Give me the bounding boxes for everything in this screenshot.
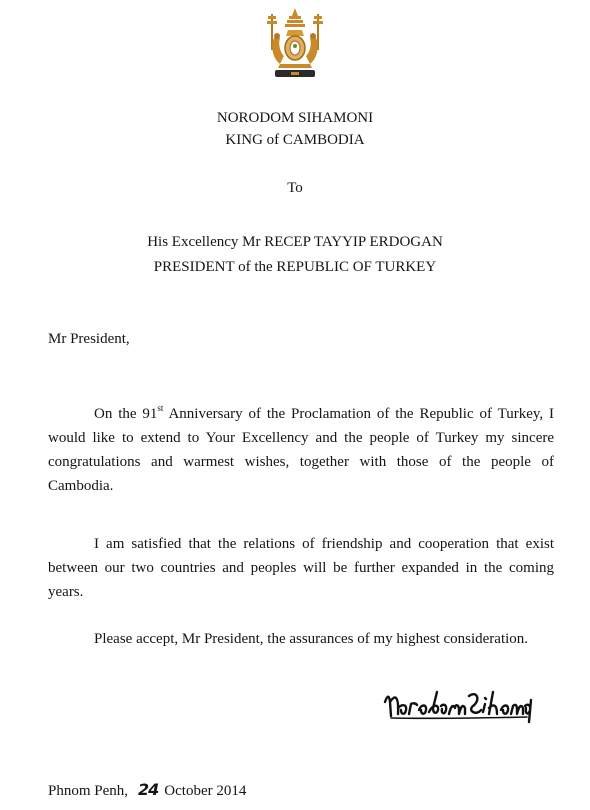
place-and-date (48, 780, 246, 801)
handwritten-day: 24 (138, 780, 159, 799)
paragraph-relations (48, 532, 554, 604)
paragraph1-rest: Anniversary of the Proclamation of the Republic of Turkey, I would like to extend to Your Excellency and the people of Turkey my sincere congratulations and warmest wishes, together with those of the people of Cambodia. (48, 406, 554, 494)
salutation: Mr President, (48, 331, 130, 347)
paragraph1-start: On the 91 (94, 406, 158, 422)
sender-title: KING of CAMBODIA (225, 132, 365, 148)
paragraph-closing (48, 627, 554, 651)
paragraph-anniversary (48, 402, 554, 498)
handwritten-signature (381, 686, 537, 726)
royal-arms-icon (262, 6, 328, 82)
paragraph2-text: I am satisfied that the relations of friendship and cooperation that exist between our two countries and peoples will be further expanded in the coming years. (48, 536, 554, 600)
ordinal-suffix: st (157, 403, 164, 413)
recipient-title: PRESIDENT of the REPUBLIC OF TURKEY (153, 259, 437, 275)
to-label: To (287, 180, 303, 196)
place: Phnom Penh, (48, 783, 129, 799)
month-year: October 2014 (164, 783, 247, 799)
recipient-name: His Excellency Mr RECEP TAYYIP ERDOGAN (147, 234, 443, 250)
paragraph3-text: Please accept, Mr President, the assurances of my highest consideration. (94, 631, 529, 647)
sender-name: NORODOM SIHAMONI (216, 110, 374, 126)
